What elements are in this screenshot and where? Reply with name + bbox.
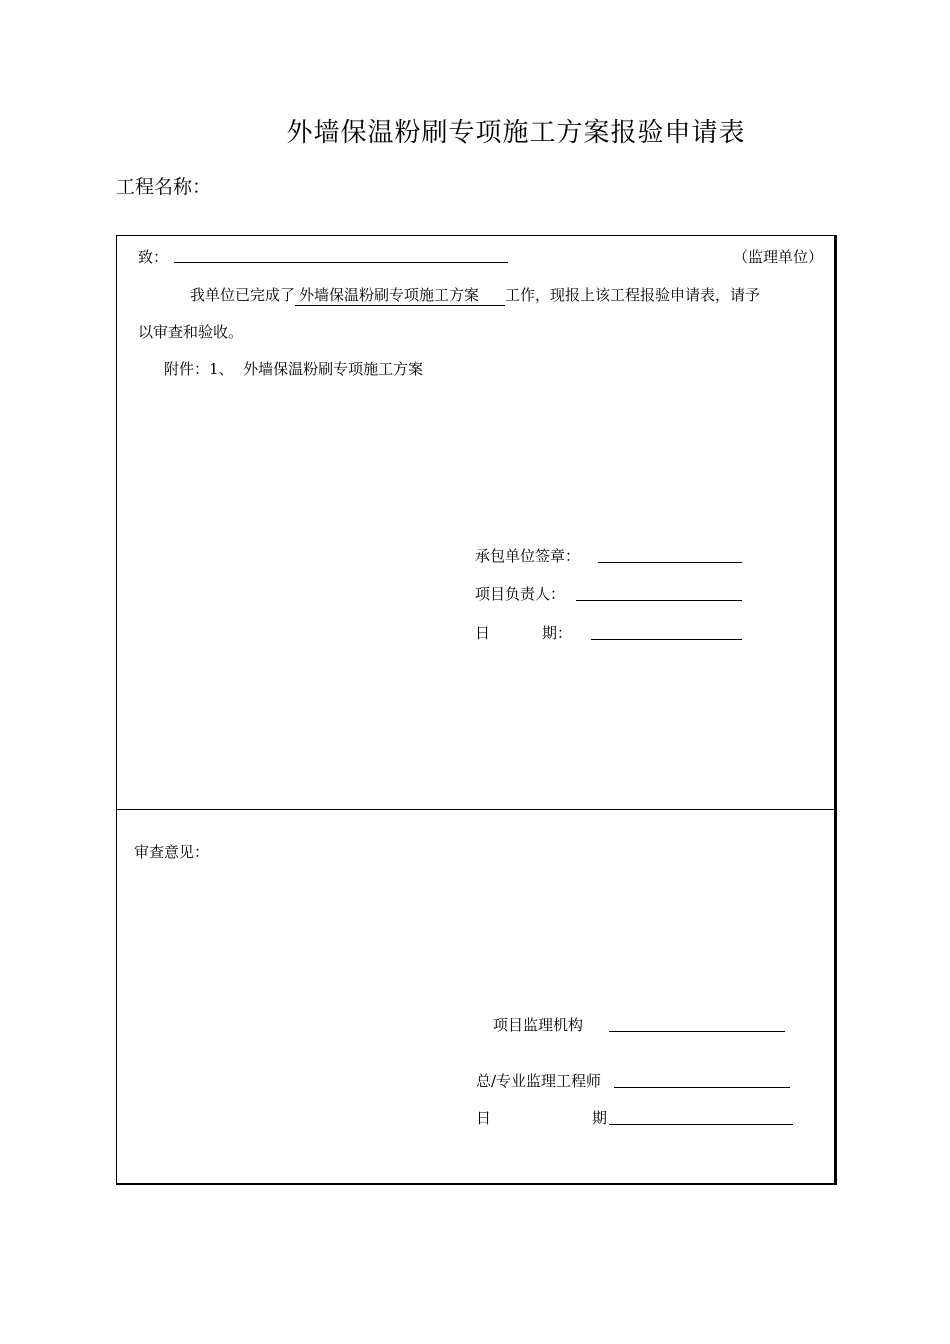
chief-engineer-label: 总/专业监理工程师 [476, 1072, 602, 1090]
application-body-line1 [190, 284, 760, 305]
work-item-field[interactable]: 外墙保温粉刷专项施工方案 [295, 286, 505, 306]
page-title: 外墙保温粉刷专项施工方案报验申请表 [286, 118, 746, 148]
project-manager-label: 项目负责人： [475, 585, 566, 603]
review-date-label-part1: 日 [476, 1109, 492, 1127]
chief-engineer-field[interactable] [614, 1071, 790, 1088]
date-label-part1: 日 [475, 624, 491, 642]
date-label-part2: 期： [542, 624, 573, 642]
table-right-edge [836, 235, 837, 1185]
contractor-seal-label: 承包单位签章： [475, 547, 581, 565]
review-section [116, 809, 836, 1185]
supervision-org-field[interactable] [609, 1015, 785, 1032]
contractor-seal-field[interactable] [598, 546, 742, 563]
application-body-line2: 以审查和验收。 [138, 323, 244, 341]
to-field[interactable] [174, 246, 508, 263]
project-manager-field[interactable] [576, 584, 742, 601]
application-date-field[interactable] [591, 623, 742, 640]
project-name-label: 工程名称： [116, 176, 212, 198]
supervision-org-label: 项目监理机构 [493, 1016, 584, 1034]
to-label: 致： [138, 248, 169, 266]
review-date-label-part2: 期 [592, 1109, 608, 1127]
attachment-line: 附件：1、 外墙保温粉刷专项施工方案 [164, 360, 424, 378]
body-prefix: 我单位已完成了 [190, 286, 296, 304]
supervisor-unit-label: （监理单位） [733, 248, 824, 266]
review-date-field[interactable] [609, 1108, 793, 1125]
body-suffix: 工作，现报上该工程报验申请表，请予 [505, 286, 761, 304]
review-opinion-label: 审查意见： [134, 843, 210, 861]
